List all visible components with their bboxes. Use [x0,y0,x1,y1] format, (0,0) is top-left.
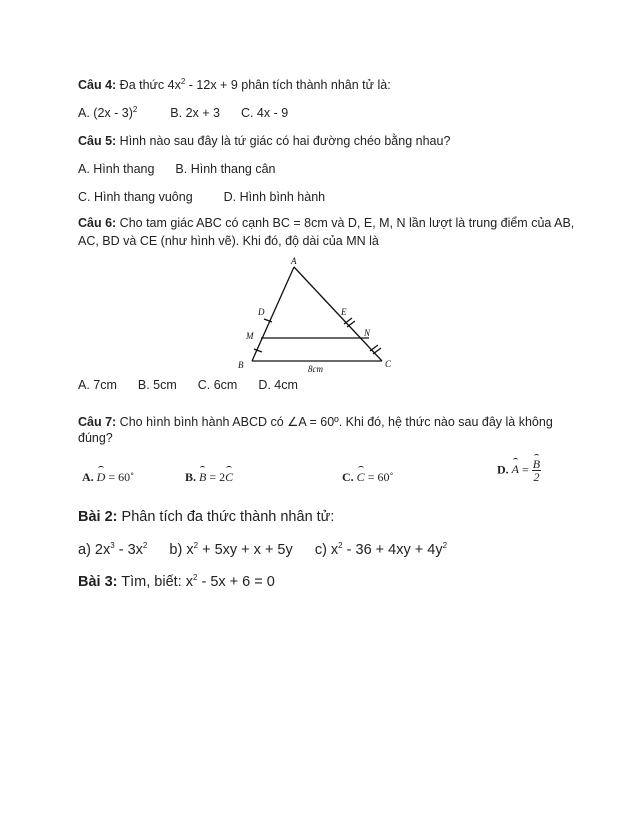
label-m: M [246,331,254,341]
bai2-part-a [78,542,147,558]
bai2-part-b-exp: 2 [193,541,199,551]
triangle-figure [228,255,408,380]
label-bc-length: 8cm [308,364,323,374]
bai2-part-c-exp2: 2 [442,541,448,551]
bai2-part-b-pre: b) x [169,542,194,558]
bai2-part-b-post: + 5xy + x + 5y [198,542,293,558]
q6-question-line1 [78,216,574,230]
bai2-part-a-mid: - 3x [114,542,143,558]
q7-option-c-label: C. [342,470,354,484]
q7-option-d-numerator: B [532,457,541,471]
q5-option-b: B. Hình thang cân [175,162,276,176]
q7-text-line2: đúng? [78,431,113,445]
q7-option-a-angle: D [96,470,106,484]
q4-option-a-exponent: 2 [132,104,138,114]
q4-question [78,78,391,92]
q7-option-b-mid: = 2 [206,470,226,484]
bai2-part-c [315,542,447,558]
q7-option-b-angle2: C [225,470,234,484]
tick-cn-2 [373,348,381,354]
bai3-text-post: - 5x + 6 = 0 [197,574,275,590]
q7-option-c-angle: C [356,470,365,484]
bai3-text-pre: Tìm, biết: x [117,574,193,590]
bai2-parts [78,542,447,558]
q5-label: Câu 5: [78,134,117,148]
q5-option-c: C. Hình thang vuông [78,190,193,204]
q5-option-d: D. Hình bình hành [223,190,326,204]
bai2-part-a-exp2: 2 [142,541,148,551]
q5-options-row1 [78,162,276,176]
q4-text-pre: Đa thức 4x [116,78,181,92]
q6-question-line2 [78,234,379,248]
q6-options [78,378,298,392]
q4-text-post: - 12x + 9 phân tích thành nhân tử là: [185,78,391,92]
q6-option-a: A. 7cm [78,378,117,392]
label-n: N [364,328,371,338]
q4-option-c: C. 4x - 9 [240,106,289,120]
q7-option-b-angle: B [199,470,207,484]
side-ac [294,267,382,361]
q7-option-a [82,470,134,485]
q4-options [78,106,288,120]
bai2-part-c-pre: c) x [314,542,339,558]
q4-option-a-text: A. (2x - 3) [78,106,133,120]
q7-option-d [497,458,541,483]
bai2-heading [78,509,334,525]
q5-options-row2 [78,190,325,204]
q5-text: Hình nào sau đây là tứ giác có hai đường chéo bằng nhau? [116,134,451,148]
q4-label: Câu 4: [78,78,117,92]
q7-label: Câu 7: [78,415,117,429]
bai2-text: Phân tích đa thức thành nhân tử: [117,509,335,525]
q6-text-line1: Cho tam giác ABC có cạnh BC = 8cm và D, E, M, N lần lượt là trung điểm của AB, [116,216,575,230]
q4-exponent: 2 [180,76,186,86]
bai2-part-c-exp1: 2 [338,541,343,551]
label-b: B [238,360,244,370]
label-c: C [385,359,392,369]
bai3-exponent: 2 [192,573,198,583]
q5-option-a: A. Hình thang [78,162,155,176]
q7-question-line1 [78,414,553,429]
q7-text-line1: Cho hình bình hành ABCD có ∠A = 60º. Khi đó, hệ thức nào sau đây là không [116,415,553,429]
tick-bm [254,349,262,352]
q7-option-c-value: = 60˚ [364,470,394,484]
q6-option-b: B. 5cm [137,378,177,392]
q7-option-a-value: = 60˚ [105,470,135,484]
q7-option-a-label: A. [82,470,94,484]
q7-option-b-label: B. [185,470,197,484]
q5-question [78,134,450,148]
bai2-part-b [169,542,292,558]
q4-option-a [78,106,137,120]
bai2-label: Bài 2: [78,509,118,525]
q6-option-d: D. 4cm [258,378,298,392]
bai2-part-a-pre: a) 2x [78,542,111,558]
q6-label: Câu 6: [78,216,117,230]
q7-option-d-fraction [532,458,541,483]
q7-question-line2 [78,431,113,445]
q7-option-c [342,470,393,485]
q7-option-d-eq: = [519,462,529,477]
label-a: A [291,256,297,266]
q7-option-d-angle: A [511,462,520,477]
bai2-part-c-mid: - 36 + 4xy + 4y [342,542,443,558]
q7-option-d-denominator: 2 [533,470,540,484]
bai2-part-a-exp1: 3 [110,541,115,551]
q7-option-d-label: D. [497,462,509,477]
q7-option-b [185,470,233,485]
q6-text-line2: AC, BD và CE (như hình vẽ). Khi đó, độ dài của MN là [78,234,379,248]
bai3-heading [78,574,275,590]
tick-cn-1 [370,345,378,351]
label-e: E [341,307,347,317]
q6-option-c: C. 6cm [197,378,238,392]
q4-option-b: B. 2x + 3 [170,106,220,120]
label-d: D [258,307,265,317]
bai3-label: Bài 3: [78,574,118,590]
